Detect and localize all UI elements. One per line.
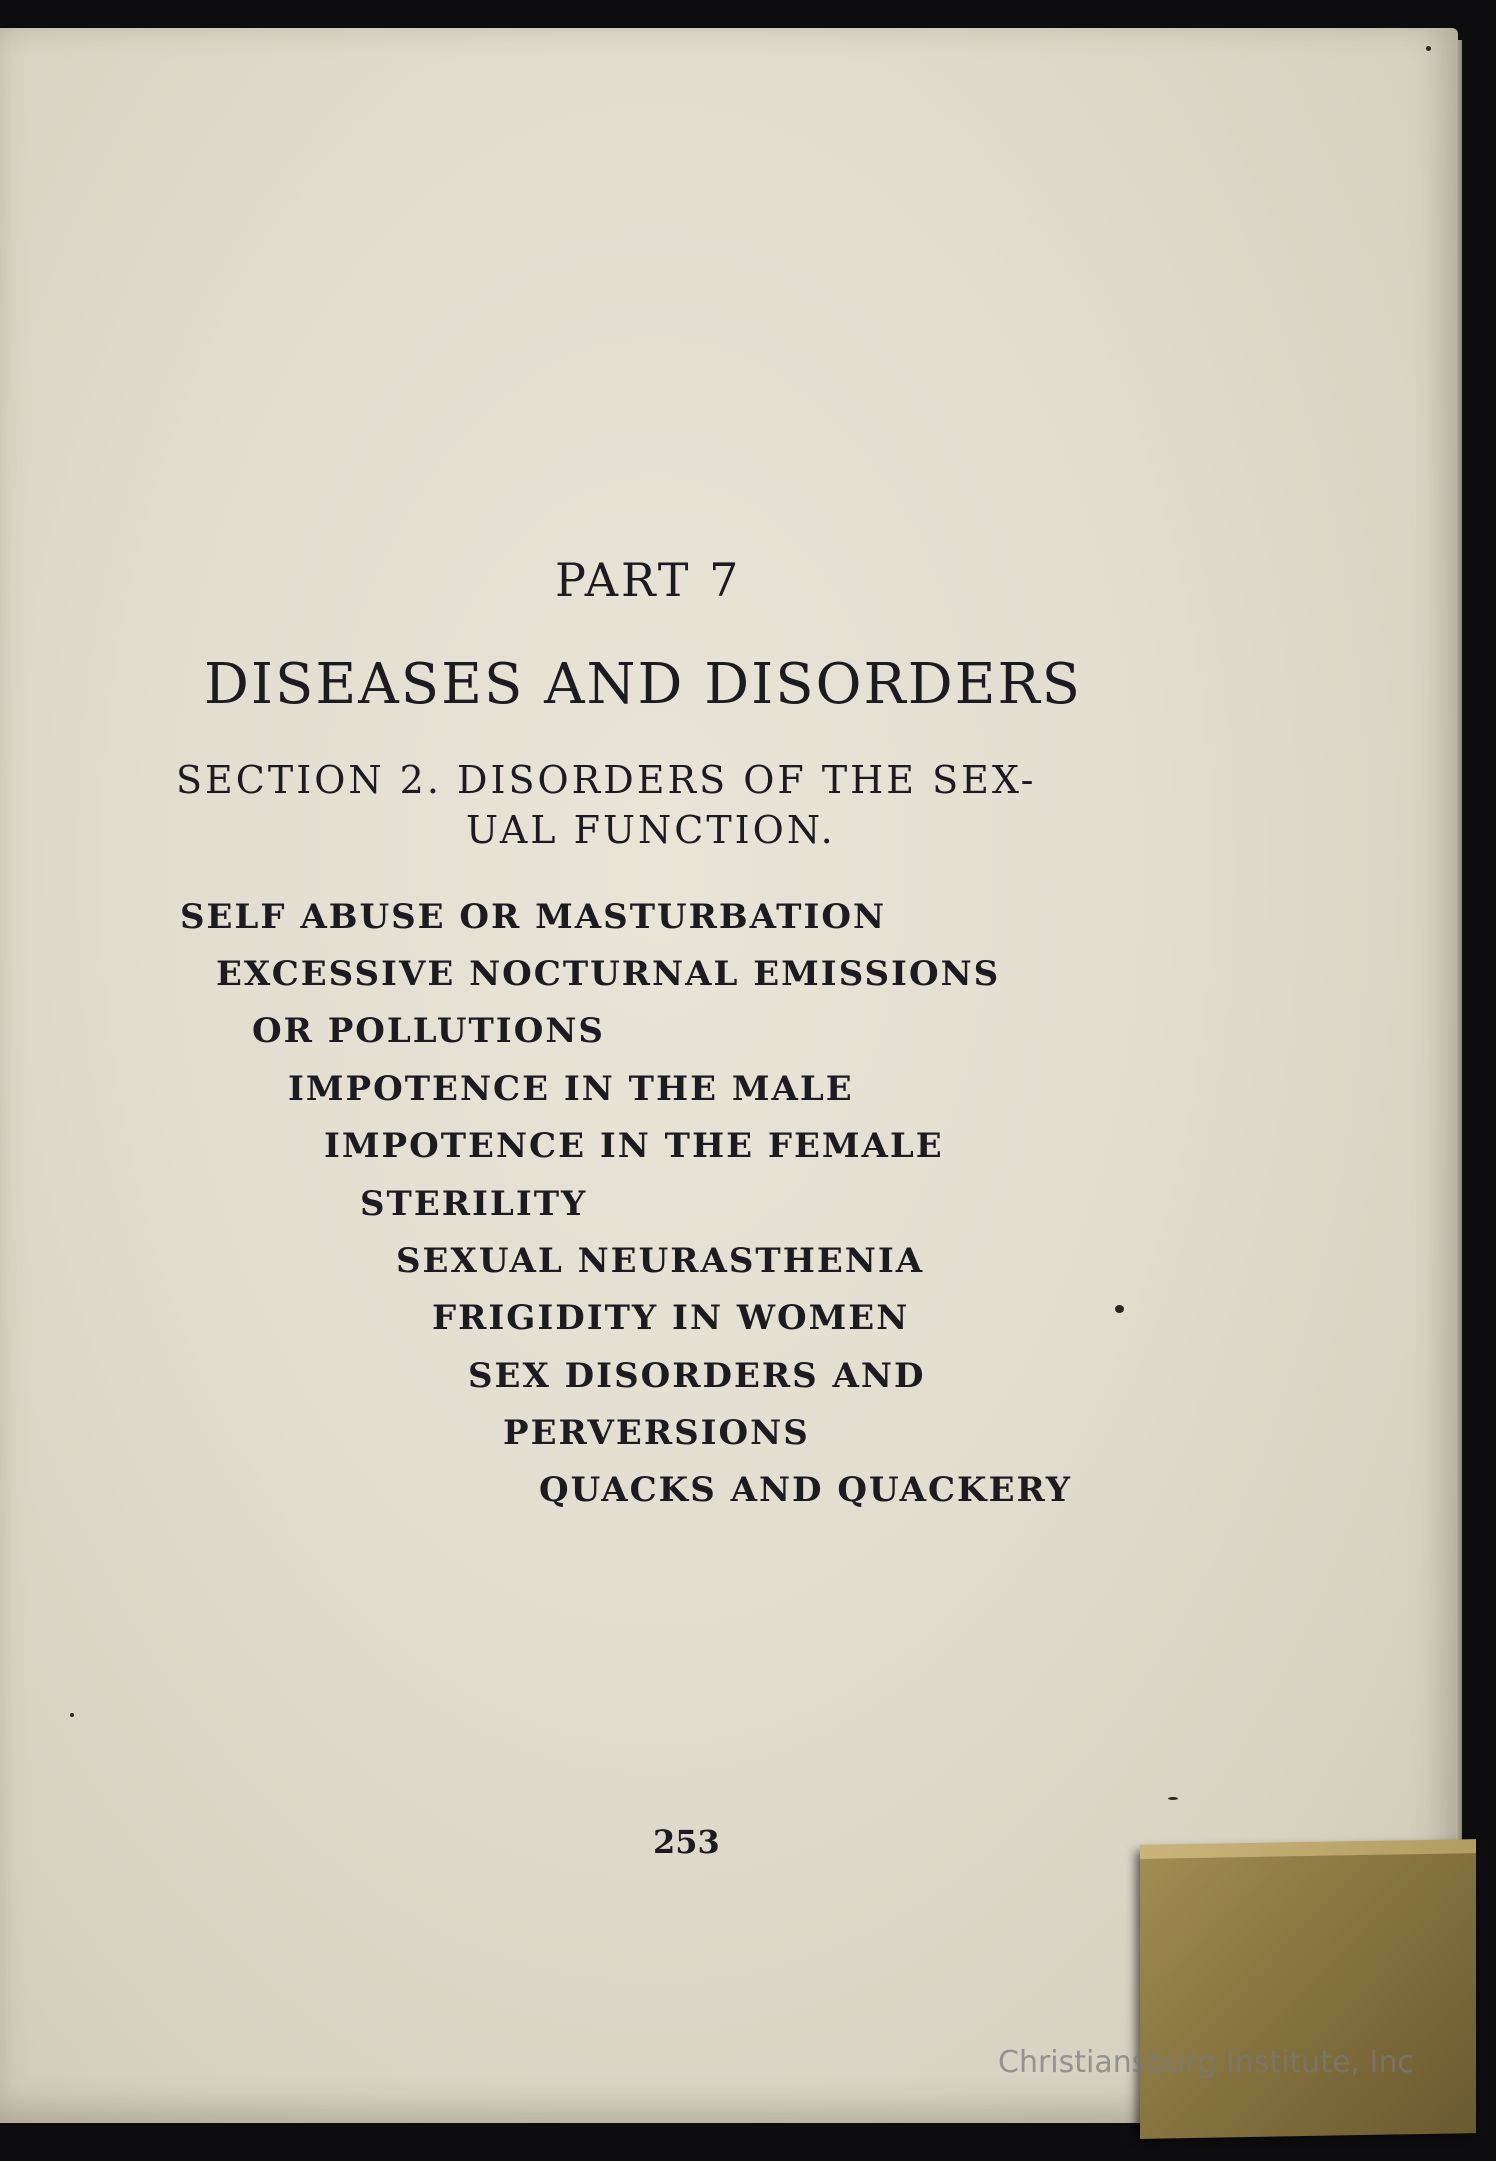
- ink-speck: [1115, 1305, 1124, 1313]
- page-title: DISEASES AND DISORDERS: [204, 652, 1083, 717]
- page-edge: [1456, 40, 1462, 2120]
- toc-item: SELF ABUSE OR MASTURBATION: [180, 897, 887, 937]
- toc-item: IMPOTENCE IN THE FEMALE: [324, 1126, 944, 1166]
- watermark: Christiansburg Institute, Inc: [998, 2045, 1414, 2080]
- section-heading-line-2: UAL FUNCTION.: [466, 808, 836, 852]
- toc-item: QUACKS AND QUACKERY: [539, 1470, 1072, 1510]
- part-label: PART 7: [555, 553, 742, 607]
- toc-item: FRIGIDITY IN WOMEN: [432, 1298, 910, 1338]
- brass-page-weight: [1140, 1845, 1476, 2139]
- toc-item: PERVERSIONS: [503, 1413, 810, 1453]
- toc-item: IMPOTENCE IN THE MALE: [288, 1069, 854, 1109]
- toc-item: STERILITY: [360, 1184, 588, 1224]
- section-heading-line-1: SECTION 2. DISORDERS OF THE SEX-: [176, 758, 1037, 802]
- page-number: 253: [653, 1823, 720, 1861]
- ink-speck: [70, 1713, 74, 1717]
- toc-item: SEXUAL NEURASTHENIA: [396, 1241, 925, 1281]
- ink-speck: [1426, 46, 1431, 51]
- ink-speck: [1168, 1797, 1178, 1800]
- toc-item: OR POLLUTIONS: [252, 1011, 605, 1051]
- toc-item: EXCESSIVE NOCTURNAL EMISSIONS: [216, 954, 1001, 994]
- toc-item: SEX DISORDERS AND: [468, 1356, 926, 1396]
